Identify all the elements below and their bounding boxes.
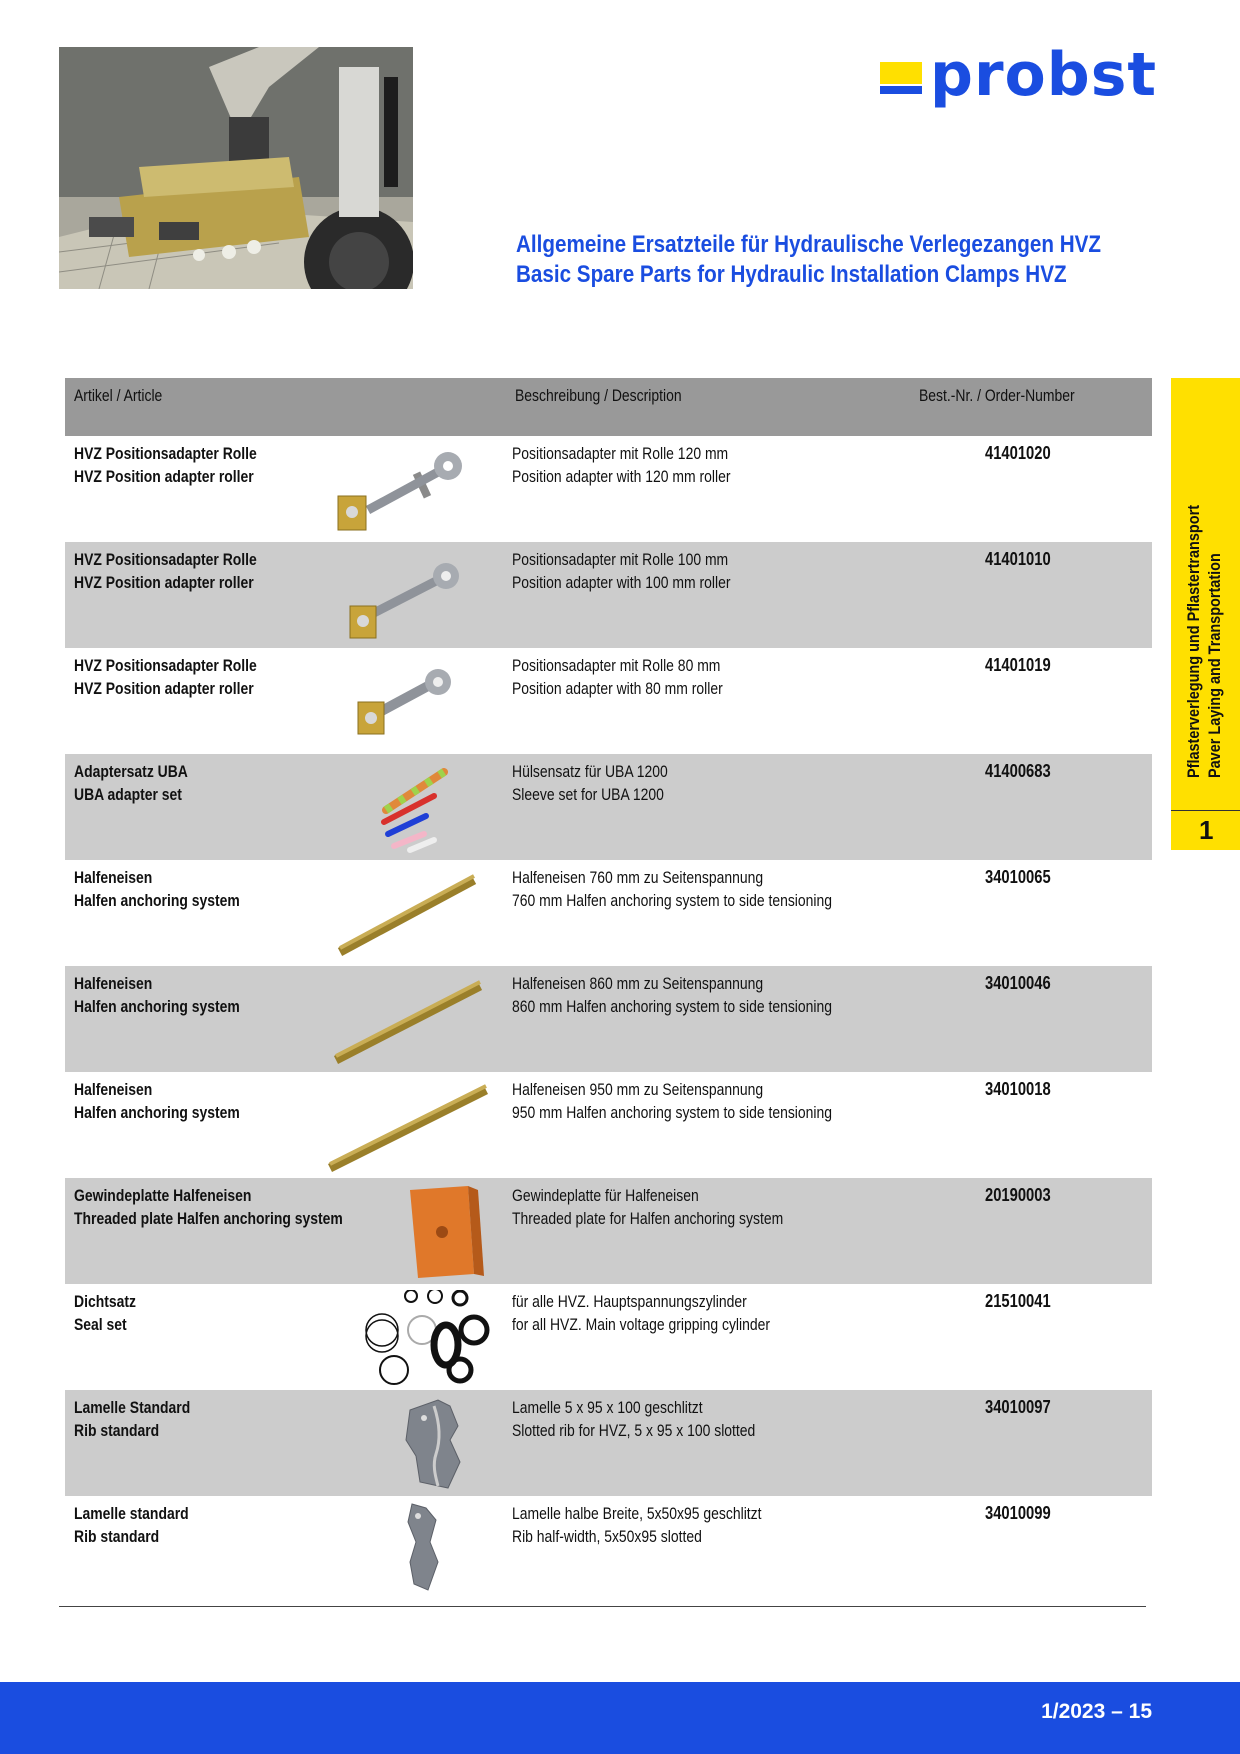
table-row xyxy=(65,1390,1152,1496)
description-cell xyxy=(512,972,832,1018)
article-de: Gewindeplatte Halfeneisen xyxy=(74,1186,252,1205)
description-en: Slotted rib for HVZ, 5 x 95 x 100 slotted xyxy=(512,1421,756,1440)
description-de: Halfeneisen 860 mm zu Seitenspannung xyxy=(512,974,764,993)
adapter-set-icon xyxy=(298,760,508,856)
article-de: Halfeneisen xyxy=(74,1080,153,1099)
description-de: Lamelle 5 x 95 x 100 geschlitzt xyxy=(512,1398,703,1417)
rib-icon xyxy=(298,1396,508,1492)
table-header xyxy=(65,378,1152,436)
table-bottom-rule xyxy=(59,1606,1146,1607)
description-de: Lamelle halbe Breite, 5x50x95 geschlitzt xyxy=(512,1504,762,1523)
order-number: 41400683 xyxy=(985,761,1051,781)
description-cell xyxy=(512,1502,762,1548)
article-de: Dichtsatz xyxy=(74,1292,136,1311)
description-en: Sleeve set for UBA 1200 xyxy=(512,785,664,804)
page-title xyxy=(516,230,1101,290)
order-number: 21510041 xyxy=(985,1291,1051,1311)
page-title-en: Basic Spare Parts for Hydraulic Installation Clamps HVZ xyxy=(516,261,1067,288)
description-en: Threaded plate for Halfen anchoring system xyxy=(512,1209,784,1228)
halfen-rail-icon xyxy=(298,972,508,1068)
article-en: HVZ Position adapter roller xyxy=(74,679,254,698)
position-adapter-icon xyxy=(298,548,508,644)
article-cell xyxy=(74,654,257,700)
header-order-number: Best.-Nr. / Order-Number xyxy=(919,386,1075,405)
page-title-de: Allgemeine Ersatzteile für Hydraulische Verlegezangen HVZ xyxy=(516,231,1102,258)
description-en: Position adapter with 120 mm roller xyxy=(512,467,731,486)
order-number: 20190003 xyxy=(985,1185,1051,1205)
table-row xyxy=(65,1284,1152,1390)
rib-half-icon xyxy=(298,1502,508,1598)
description-de: Positionsadapter mit Rolle 80 mm xyxy=(512,656,721,675)
table-row xyxy=(65,1072,1152,1178)
seal-set-icon xyxy=(298,1290,508,1386)
article-de: HVZ Positionsadapter Rolle xyxy=(74,656,257,675)
article-en: HVZ Position adapter roller xyxy=(74,467,254,486)
halfen-rail-icon xyxy=(298,866,508,962)
header-description: Beschreibung / Description xyxy=(515,386,682,405)
position-adapter-icon xyxy=(298,442,508,538)
description-cell xyxy=(512,442,731,488)
article-en: Rib standard xyxy=(74,1421,160,1440)
description-de: Gewindeplatte für Halfeneisen xyxy=(512,1186,699,1205)
threaded-plate-icon xyxy=(298,1184,508,1280)
article-en: Threaded plate Halfen anchoring system xyxy=(74,1209,343,1228)
description-de: Positionsadapter mit Rolle 120 mm xyxy=(512,444,729,463)
description-cell xyxy=(512,654,723,700)
description-en: Position adapter with 80 mm roller xyxy=(512,679,723,698)
chapter-tab-line1: Pflasterverlegung und Pflastertransport xyxy=(1184,504,1203,778)
table-row xyxy=(65,754,1152,860)
description-cell xyxy=(512,866,832,912)
description-de: Positionsadapter mit Rolle 100 mm xyxy=(512,550,729,569)
order-number: 41401020 xyxy=(985,443,1051,463)
article-cell xyxy=(74,1396,190,1442)
description-en: for all HVZ. Main voltage gripping cylinder xyxy=(512,1315,771,1334)
order-number: 41401010 xyxy=(985,549,1051,569)
description-cell xyxy=(512,1396,755,1442)
description-en: Position adapter with 100 mm roller xyxy=(512,573,731,592)
logo-mark-icon xyxy=(880,62,922,94)
chapter-tab-line2: Paver Laying and Transportation xyxy=(1205,553,1224,778)
footer-bar xyxy=(0,1682,1240,1754)
article-en: UBA adapter set xyxy=(74,785,182,804)
article-de: Halfeneisen xyxy=(74,974,153,993)
chapter-number: 1 xyxy=(1199,815,1214,845)
description-cell xyxy=(512,1078,832,1124)
table-row xyxy=(65,436,1152,542)
page-number: 1/2023 – 15 xyxy=(1041,1700,1152,1723)
description-cell xyxy=(512,548,731,594)
chapter-tab xyxy=(1171,378,1240,850)
article-de: Lamelle standard xyxy=(74,1504,189,1523)
description-en: 950 mm Halfen anchoring system to side tensioning xyxy=(512,1103,833,1122)
article-de: HVZ Positionsadapter Rolle xyxy=(74,444,257,463)
article-cell xyxy=(74,442,257,488)
article-cell xyxy=(74,1078,240,1124)
order-number: 34010065 xyxy=(985,867,1051,887)
description-en: 860 mm Halfen anchoring system to side tensioning xyxy=(512,997,833,1016)
article-cell xyxy=(74,866,240,912)
halfen-rail-icon xyxy=(298,1078,508,1174)
article-cell xyxy=(74,548,257,594)
chapter-tab-divider xyxy=(1171,810,1240,811)
table-row xyxy=(65,966,1152,1072)
description-cell xyxy=(512,1184,783,1230)
article-en: Halfen anchoring system xyxy=(74,891,240,910)
table-row xyxy=(65,542,1152,648)
probst-logo xyxy=(880,40,1190,110)
description-en: 760 mm Halfen anchoring system to side tensioning xyxy=(512,891,833,910)
order-number: 41401019 xyxy=(985,655,1051,675)
chapter-tab-label xyxy=(1183,398,1225,778)
description-de: für alle HVZ. Hauptspannungszylinder xyxy=(512,1292,747,1311)
article-en: Halfen anchoring system xyxy=(74,997,240,1016)
paver-machine-photo-icon xyxy=(59,47,413,289)
article-en: Rib standard xyxy=(74,1527,160,1546)
header-article: Artikel / Article xyxy=(74,386,163,405)
description-cell xyxy=(512,1290,770,1336)
description-cell xyxy=(512,760,668,806)
description-de: Hülsensatz für UBA 1200 xyxy=(512,762,668,781)
parts-table xyxy=(65,378,1152,1602)
article-en: Seal set xyxy=(74,1315,127,1334)
article-cell xyxy=(74,760,188,806)
description-de: Halfeneisen 950 mm zu Seitenspannung xyxy=(512,1080,764,1099)
article-en: Halfen anchoring system xyxy=(74,1103,240,1122)
order-number: 34010018 xyxy=(985,1079,1051,1099)
article-de: Halfeneisen xyxy=(74,868,153,887)
article-de: Lamelle Standard xyxy=(74,1398,191,1417)
article-cell xyxy=(74,1502,189,1548)
table-row xyxy=(65,860,1152,966)
order-number: 34010099 xyxy=(985,1503,1051,1523)
position-adapter-icon xyxy=(298,654,508,750)
hero-photo xyxy=(59,47,413,289)
article-cell xyxy=(74,1290,136,1336)
order-number: 34010097 xyxy=(985,1397,1051,1417)
article-de: HVZ Positionsadapter Rolle xyxy=(74,550,257,569)
table-row xyxy=(65,1178,1152,1284)
article-de: Adaptersatz UBA xyxy=(74,762,188,781)
table-row xyxy=(65,1496,1152,1602)
article-en: HVZ Position adapter roller xyxy=(74,573,254,592)
table-row xyxy=(65,648,1152,754)
article-cell xyxy=(74,972,240,1018)
order-number: 34010046 xyxy=(985,973,1051,993)
logo-text: probst xyxy=(930,40,1158,110)
description-de: Halfeneisen 760 mm zu Seitenspannung xyxy=(512,868,764,887)
description-en: Rib half-width, 5x50x95 slotted xyxy=(512,1527,702,1546)
